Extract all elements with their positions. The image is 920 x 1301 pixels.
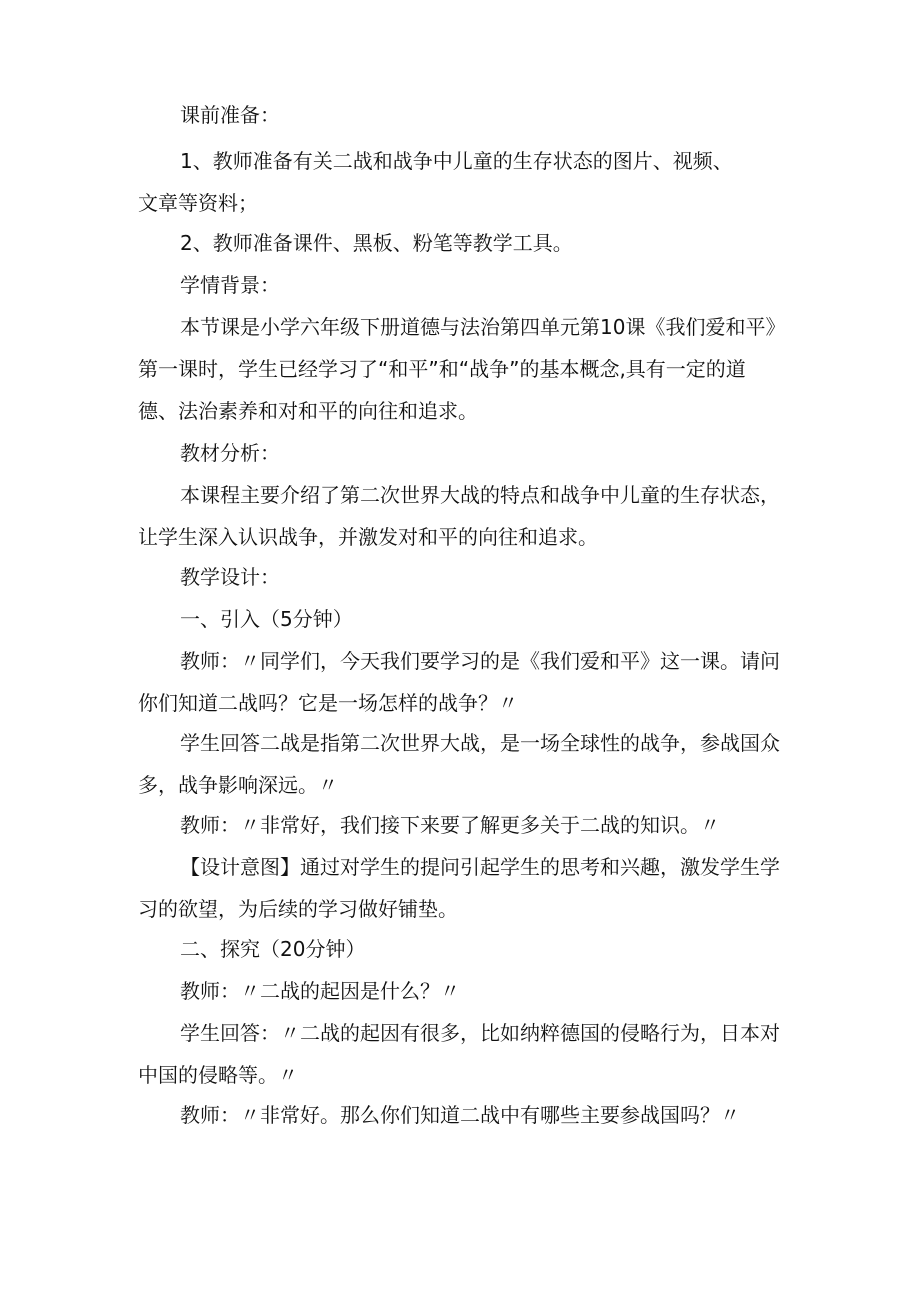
text-line: 学生回答二战是指第二次世界大战，是一场全球性的战争，参战国众 <box>180 731 780 755</box>
text-line: 2、教师准备课件、黑板、粉笔等教学工具。 <box>180 231 573 255</box>
prep-item-2 <box>138 222 798 264</box>
section-intro-heading <box>180 598 840 640</box>
text-line: 德、法治素养和对和平的向往和追求。 <box>138 399 478 423</box>
text-line: 第一课时，学生已经学习了“和平”和“战争”的基本概念,具有一定的道 <box>138 357 746 381</box>
text-line: 学情背景： <box>180 273 280 297</box>
text-line: 一、引入（5分钟） <box>180 607 353 631</box>
text-line: 本节课是小学六年级下册道德与法治第四单元第10课《我们爱和平》 <box>180 315 786 339</box>
text-line: 中国的侵略等。〃 <box>138 1063 298 1087</box>
text-line: 你们知道二战吗？它是一场怎样的战争？〃 <box>138 691 518 715</box>
text-line: 1、教师准备有关二战和战争中儿童的生存状态的图片、视频、 <box>180 149 733 173</box>
student-answer-2 <box>138 1012 798 1096</box>
text-line: 课前准备： <box>180 103 280 127</box>
background-text <box>138 306 798 432</box>
teacher-question-2 <box>138 970 798 1012</box>
text-line: 教材分析： <box>180 441 280 465</box>
text-line: 【设计意图】通过对学生的提问引起学生的思考和兴趣，激发学生学 <box>180 855 780 879</box>
text-line: 让学生深入认识战争，并激发对和平的向往和追求。 <box>138 525 598 549</box>
material-heading <box>180 432 840 474</box>
teacher-question-1 <box>138 640 798 724</box>
text-line: 教师：〃非常好，我们接下来要了解更多关于二战的知识。〃 <box>180 813 720 837</box>
design-heading <box>180 556 840 598</box>
prep-heading <box>180 94 840 136</box>
text-line: 教学设计： <box>180 565 280 589</box>
text-line: 本课程主要介绍了第二次世界大战的特点和战争中儿童的生存状态， <box>180 483 780 507</box>
text-line: 文章等资料； <box>138 191 258 215</box>
student-answer-1 <box>138 722 798 806</box>
teacher-question-3 <box>138 1094 798 1136</box>
design-intent-1 <box>138 846 798 930</box>
text-line: 习的欲望，为后续的学习做好铺垫。 <box>138 897 458 921</box>
background-heading <box>180 264 840 306</box>
text-line: 教师：〃二战的起因是什么？〃 <box>180 979 460 1003</box>
text-line: 多，战争影响深远。〃 <box>138 773 338 797</box>
text-line: 教师：〃非常好。那么你们知道二战中有哪些主要参战国吗？〃 <box>180 1103 740 1127</box>
material-text <box>138 474 798 558</box>
teacher-response-1 <box>138 804 798 846</box>
text-line: 教师：〃同学们，今天我们要学习的是《我们爱和平》这一课。请问 <box>180 649 780 673</box>
section-explore-heading <box>180 928 840 970</box>
prep-item-1 <box>138 140 798 224</box>
text-line: 二、探究（20分钟） <box>180 937 366 961</box>
text-line: 学生回答：〃二战的起因有很多，比如纳粹德国的侵略行为，日本对 <box>180 1021 780 1045</box>
